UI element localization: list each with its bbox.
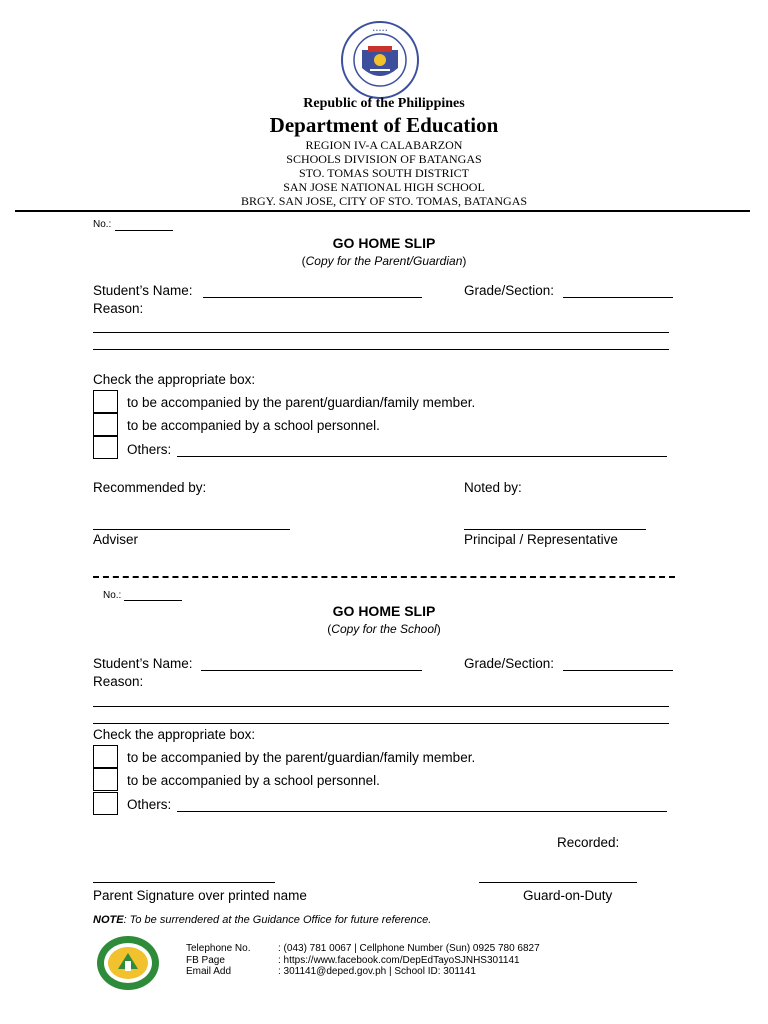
header-divider [15,210,750,212]
school-logo [96,935,160,991]
slip1-others-field[interactable] [177,456,667,457]
slip1-reason-label: Reason: [93,301,144,316]
slip1-option-parent: to be accompanied by the parent/guardian/family member. [127,395,476,410]
footer-email-value: : 301141@deped.gov.ph | School ID: 301141 [278,966,476,977]
slip2-number-label: No.: [103,590,122,601]
footer-telephone-value: : (043) 781 0067 | Cellphone Number (Sun) 0925 780 6827 [278,943,540,954]
slip2-number-blank[interactable] [124,600,182,601]
slip1-number-label: No.: [93,219,112,230]
header-region: REGION IV-A CALABARZON [305,138,463,152]
slip2-reason-line-2[interactable] [93,723,669,724]
slip2-option-personnel: to be accompanied by a school personnel. [127,773,380,788]
slip1-option-others: Others: [127,442,172,457]
slip1-principal-signature-line[interactable] [464,529,646,530]
slip2-subtitle-close: ) [436,622,441,636]
slip1-checkbox-personnel[interactable] [93,413,118,436]
header-address: BRGY. SAN JOSE, CITY OF STO. TOMAS, BATANGAS [240,194,528,208]
slip1-option-personnel: to be accompanied by a school personnel. [127,418,380,433]
header-division: SCHOOLS DIVISION OF BATANGAS [286,152,482,166]
slip1-student-name-label: Student’s Name: [93,283,193,298]
slip1-recommended-by: Recommended by: [93,480,207,495]
slip2-parent-signature-label: Parent Signature over printed name [93,888,307,903]
slip2-parent-signature-line[interactable] [93,882,275,883]
slip2-reason-label: Reason: [93,674,144,689]
slip2-student-name-label: Student’s Name: [93,656,193,671]
slip2-checkbox-others[interactable] [93,792,118,815]
slip1-principal-label: Principal / Representative [464,532,618,547]
slip2-option-parent: to be accompanied by the parent/guardian/family member. [127,750,476,765]
footer-email-label: Email Add [186,966,232,977]
header-republic: Republic of the Philippines [303,96,465,111]
slip1-subtitle [0,254,768,268]
slip1-student-name-field[interactable] [203,297,422,298]
slip2-check-label: Check the appropriate box: [93,727,256,742]
slip1-subtitle-open: ( [301,254,306,268]
header-department: Department of Education [269,113,499,137]
slip1-subtitle-close: ) [462,254,467,268]
slip2-guard-signature-line[interactable] [479,882,637,883]
slip2-grade-section-label: Grade/Section: [464,656,555,671]
slip1-checkbox-others[interactable] [93,436,118,459]
slip2-subtitle-text: Copy for the School [331,622,437,636]
cut-line [93,576,675,578]
slip1-title: GO HOME SLIP [332,235,436,251]
slip1-noted-by: Noted by: [464,480,522,495]
slip2-student-name-field[interactable] [201,670,422,671]
slip2-subtitle [0,622,768,636]
header-school: SAN JOSE NATIONAL HIGH SCHOOL [283,180,485,194]
slip2-guard-label: Guard-on-Duty [523,888,613,903]
slip2-checkbox-personnel[interactable] [93,768,118,791]
footer-fb-value: : https://www.facebook.com/DepEdTayoSJNHS301141 [278,955,520,966]
header-district: STO. TOMAS SOUTH DISTRICT [298,166,470,180]
slip1-checkbox-parent[interactable] [93,390,118,413]
footer-fb-label: FB Page [186,955,225,966]
slip2-note-label: NOTE [93,914,124,926]
svg-text:• • • • •: • • • • • [372,28,388,34]
slip1-grade-section-label: Grade/Section: [464,283,555,298]
slip2-title: GO HOME SLIP [332,603,436,619]
slip2-others-field[interactable] [177,811,667,812]
slip2-recorded-label: Recorded: [557,835,620,850]
slip1-number-blank[interactable] [115,230,173,231]
slip1-reason-line-1[interactable] [93,332,669,333]
slip1-adviser-signature-line[interactable] [93,529,290,530]
slip2-option-others: Others: [127,797,172,812]
slip1-adviser-label: Adviser [93,532,139,547]
slip1-grade-section-field[interactable] [563,297,673,298]
slip1-check-label: Check the appropriate box: [93,372,256,387]
slip2-reason-line-1[interactable] [93,706,669,707]
slip1-reason-line-2[interactable] [93,349,669,350]
slip2-note-text: : To be surrendered at the Guidance Office for future reference. [123,914,432,926]
deped-seal [340,20,420,100]
footer-telephone-label: Telephone No. [186,943,251,954]
slip1-subtitle-text: Copy for the Parent/Guardian [305,254,463,268]
slip2-grade-section-field[interactable] [563,670,673,671]
slip2-checkbox-parent[interactable] [93,745,118,768]
slip2-note [93,914,431,926]
slip2-subtitle-open: ( [327,622,332,636]
